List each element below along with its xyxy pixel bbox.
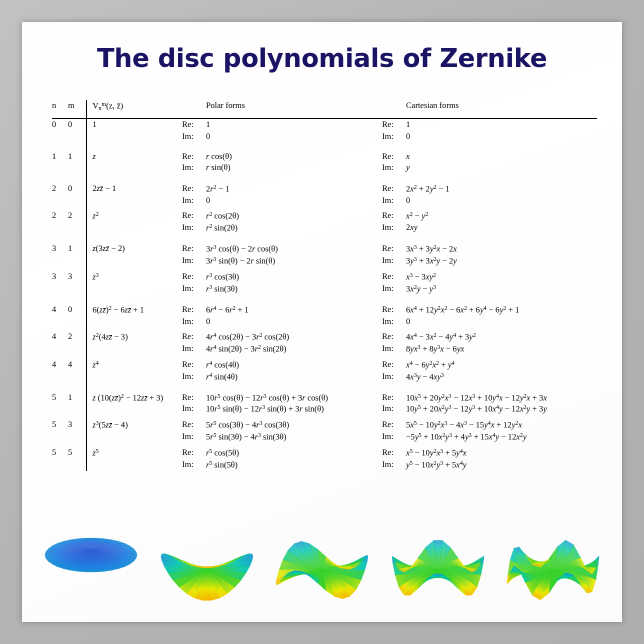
- cell-polar-im: r sin(θ): [206, 163, 231, 173]
- label-re: Re:: [182, 211, 194, 221]
- surface-plot-5-svg: [498, 510, 608, 606]
- cell-v: $z^2$: [86, 210, 182, 234]
- label-re-cart: Re:: [382, 304, 394, 314]
- row-gap: [52, 295, 597, 304]
- label-im-cart: Im:: [382, 131, 394, 141]
- cell-polar-im: $5r^5$ $\sin(3\theta) - 4r^3$ sin(3θ): [206, 432, 287, 442]
- label-re-cart: Re:: [382, 448, 394, 458]
- header-spacer: [182, 100, 206, 118]
- cell-cartesian-re: $x^3 - 3xy^2$: [406, 272, 437, 282]
- cell-n: 2: [52, 211, 57, 221]
- table-row: [52, 271, 597, 283]
- row-gap: [52, 142, 597, 151]
- cell-polar-re: r cos(θ): [206, 152, 232, 162]
- label-re: Re:: [182, 392, 194, 402]
- label-im-cart: Im:: [382, 432, 394, 442]
- label-im: Im:: [182, 163, 194, 173]
- table-row: [52, 183, 597, 195]
- cell-m: 0: [68, 304, 73, 314]
- surface-plot-1: [36, 510, 146, 606]
- label-re-cart: Re:: [382, 392, 394, 402]
- cell-cartesian-re: x: [406, 152, 410, 162]
- cell-cartesian-im: 0: [406, 195, 411, 205]
- header-v: $V_n^m(z$, z̄): [86, 100, 182, 118]
- label-im: Im:: [182, 404, 194, 414]
- cell-n: 5: [52, 392, 57, 402]
- cell-polar-im: $4r^4$ $\sin(2\theta) - 3r^2$ sin(2θ): [206, 344, 287, 354]
- header-n: n: [52, 101, 57, 110]
- surface-plot-4: [383, 510, 493, 606]
- label-re-cart: Re:: [382, 331, 394, 341]
- table-row: [52, 119, 597, 131]
- table-row: [52, 447, 597, 459]
- label-im: Im:: [182, 316, 194, 326]
- cell-cartesian-im: $4x^3y - 4xy^3$: [406, 372, 444, 382]
- cell-n: 4: [52, 304, 57, 314]
- label-re: Re:: [182, 243, 194, 253]
- cell-n: 2: [52, 183, 57, 193]
- poster-surface: [22, 22, 622, 622]
- cell-polar-im: $10r^5$ $\sin(\theta) - 12r^3$ sin(θ) + 3r sin(θ): [206, 404, 324, 414]
- cell-m: 3: [68, 420, 73, 430]
- label-re-cart: Re:: [382, 420, 394, 430]
- cell-n: 5: [52, 420, 57, 430]
- label-im: Im:: [182, 371, 194, 381]
- label-re-cart: Re:: [382, 183, 394, 193]
- label-im-cart: Im:: [382, 343, 394, 353]
- cell-m: 2: [68, 331, 73, 341]
- label-im-cart: Im:: [382, 195, 394, 205]
- cell-cartesian-im: $y^5 - 10x^2y^3 + 5x^4y$: [406, 460, 467, 470]
- table-row: [52, 419, 597, 431]
- cell-polar-re: $5r^5$ $\cos(3\theta) - 4r^3$ cos(3θ): [206, 420, 290, 430]
- cell-polar-re: $10r^5$ $\cos(\theta) - 12r^3$ cos(θ) + 3r cos(θ): [206, 393, 328, 403]
- header-m: m: [68, 101, 75, 110]
- surface-plot-row: [36, 506, 608, 606]
- cell-polar-im: 0: [206, 195, 211, 205]
- cell-cartesian-im: 0: [406, 316, 411, 326]
- cell-v: $z^5$: [86, 447, 182, 471]
- surface-plot-5: [498, 510, 608, 606]
- label-re: Re:: [182, 420, 194, 430]
- cell-m: 3: [68, 271, 73, 281]
- label-re: Re:: [182, 304, 194, 314]
- cell-cartesian-im: $-5y^5 + 10x^2y^3 + 4y^3 + 15x^4y - 12x^2y$: [406, 432, 527, 442]
- cell-polar-im: $r^5$ sin(5θ): [206, 460, 238, 470]
- label-im-cart: Im:: [382, 460, 394, 470]
- zernike-polynomials-table: [52, 100, 597, 471]
- table-row: [52, 151, 597, 162]
- label-im: Im:: [182, 195, 194, 205]
- cell-m: 2: [68, 211, 73, 221]
- cell-cartesian-im: 0: [406, 131, 411, 141]
- cell-v: $z^2(4zz̄ - 3)$: [86, 331, 182, 355]
- label-re: Re:: [182, 120, 194, 130]
- cell-m: 4: [68, 359, 73, 369]
- cell-cartesian-im: $3x^2y - y^3$: [406, 284, 437, 294]
- label-im-cart: Im:: [382, 283, 394, 293]
- header-spacer2: [382, 100, 406, 118]
- cell-m: 1: [68, 243, 73, 253]
- cell-polar-re: $2r^2 - 1$: [206, 184, 230, 194]
- cell-cartesian-re: $x^5 - 10y^2x^3 + 5y^4x$: [406, 448, 467, 458]
- label-im: Im:: [182, 343, 194, 353]
- cell-polar-re: $6r^4 - 6r^2 + 1$: [206, 305, 249, 315]
- cell-polar-im: $r^4$ sin(4θ): [206, 372, 238, 382]
- cell-cartesian-re: $x^4 - 6y^2x^2 + y^4$: [406, 360, 455, 370]
- cell-cartesian-re: 1: [406, 120, 411, 130]
- surface-plot-4-svg: [383, 510, 493, 606]
- label-re: Re:: [182, 359, 194, 369]
- label-re: Re:: [182, 152, 194, 162]
- label-re: Re:: [182, 331, 194, 341]
- label-im: Im:: [182, 460, 194, 470]
- cell-cartesian-im: $3y^3 + 3x^2y - 2y$: [406, 256, 457, 266]
- surface-plot-2: [152, 510, 262, 606]
- header-cartesian: Cartesian forms: [406, 101, 459, 110]
- table-row: [52, 359, 597, 371]
- cell-polar-re: $r^4$ cos(4θ): [206, 360, 240, 370]
- table-header-row: [52, 100, 597, 118]
- cell-polar-re: $3r^3$ cos(θ) − 2r cos(θ): [206, 244, 278, 254]
- cell-n: 3: [52, 243, 57, 253]
- cell-m: 0: [68, 120, 73, 130]
- cell-cartesian-im: 2xy: [406, 223, 418, 233]
- cell-n: 0: [52, 120, 57, 130]
- row-gap: [52, 383, 597, 392]
- cell-cartesian-re: $x^2 - y^2$: [406, 211, 429, 221]
- cell-n: 4: [52, 331, 57, 341]
- cell-v: 6(zz̄)$^2$ − 6zz̄ + 1: [86, 304, 182, 327]
- cell-n: 3: [52, 271, 57, 281]
- cell-m: 1: [68, 392, 73, 402]
- row-gap: [52, 174, 597, 183]
- table-row: [52, 243, 597, 255]
- label-im-cart: Im:: [382, 404, 394, 414]
- surface-plot-1-svg: [36, 510, 146, 606]
- cell-v: 1: [86, 119, 182, 142]
- cell-v: $z^4$: [86, 359, 182, 383]
- surface-plot-2-svg: [152, 510, 262, 606]
- cell-polar-im: 0: [206, 131, 211, 141]
- cell-cartesian-im: $8yx^3 + 8y^3x - 6yx$: [406, 344, 465, 354]
- label-re: Re:: [182, 448, 194, 458]
- page-title: The disc polynomials of Zernike: [96, 44, 548, 74]
- table-row: [52, 304, 597, 316]
- cell-polar-im: 0: [206, 316, 211, 326]
- cell-cartesian-re: $5x^5 - 10y^2x^3 - 4x^3 - 15y^4x + 12y^2x$: [406, 420, 522, 430]
- cell-v: $z^3(5zz̄ - 4)$: [86, 419, 182, 443]
- zernike-table: [52, 100, 597, 471]
- cell-v: $z^3$: [86, 271, 182, 295]
- label-im-cart: Im:: [382, 316, 394, 326]
- cell-cartesian-im: y: [406, 163, 410, 173]
- surface-plot-3: [267, 510, 377, 606]
- cell-polar-im: $r^3$ sin(3θ): [206, 284, 238, 294]
- cell-cartesian-re: $2x^2 + 2y^2 - 1$: [406, 184, 450, 194]
- label-re-cart: Re:: [382, 152, 394, 162]
- cell-n: 5: [52, 448, 57, 458]
- label-re-cart: Re:: [382, 211, 394, 221]
- label-re-cart: Re:: [382, 243, 394, 253]
- header-polar: Polar forms: [206, 101, 245, 110]
- cell-m: 1: [68, 152, 73, 162]
- cell-v: z(3zz̄ − 2): [86, 243, 182, 267]
- cell-v: z: [86, 151, 182, 174]
- cell-polar-re: $r^2$ cos(2θ): [206, 211, 240, 221]
- label-re-cart: Re:: [382, 120, 394, 130]
- label-im: Im:: [182, 131, 194, 141]
- cell-cartesian-im: $10y^5 + 20x^2y^3 - 12y^3 + 10x^4y - 12x^2y + 3y$: [406, 404, 547, 414]
- label-re: Re:: [182, 183, 194, 193]
- table-row: [52, 210, 597, 222]
- cell-m: 0: [68, 183, 73, 193]
- cell-cartesian-re: $6x^4 + 12y^2x^2 - 6x^2 + 6y^4 - 6y^2 + 1$: [406, 305, 520, 315]
- table-row: [52, 331, 597, 343]
- cell-v: z (10(zz̄)$^2$ − 12zz̄ + 3): [86, 392, 182, 416]
- cell-polar-re: 1: [206, 120, 211, 130]
- label-im: Im:: [182, 432, 194, 442]
- cell-m: 5: [68, 448, 73, 458]
- cell-polar-im: $3r^3$ sin(θ) − 2r sin(θ): [206, 256, 276, 266]
- label-im-cart: Im:: [382, 371, 394, 381]
- cell-n: 4: [52, 359, 57, 369]
- cell-polar-im: $r^2$ sin(2θ): [206, 223, 238, 233]
- label-im: Im:: [182, 255, 194, 265]
- label-im-cart: Im:: [382, 223, 394, 233]
- cell-polar-re: $4r^4$ $\cos(2\theta) - 3r^2$ cos(2θ): [206, 332, 290, 342]
- cell-cartesian-re: $4x^4 - 3x^2 - 4y^4 + 3y^2$: [406, 332, 476, 342]
- label-im-cart: Im:: [382, 255, 394, 265]
- cell-cartesian-re: $10x^5 + 20y^2x^3 - 12x^3 + 10y^4x - 12y^2x + 3x$: [406, 393, 547, 403]
- label-im: Im:: [182, 283, 194, 293]
- label-re-cart: Re:: [382, 359, 394, 369]
- label-im-cart: Im:: [382, 163, 394, 173]
- cell-polar-re: $r^5$ cos(5θ): [206, 448, 240, 458]
- row-gap: [52, 234, 597, 243]
- surface-plot-3-svg: [267, 510, 377, 606]
- cell-n: 1: [52, 152, 57, 162]
- label-re: Re:: [182, 271, 194, 281]
- cell-cartesian-re: $3x^3 + 3y^2x - 2x$: [406, 244, 457, 254]
- cell-v: 2zz̄ − 1: [86, 183, 182, 206]
- label-re-cart: Re:: [382, 271, 394, 281]
- label-im: Im:: [182, 223, 194, 233]
- poster: [22, 22, 622, 622]
- table-row: [52, 392, 597, 404]
- cell-polar-re: $r^3$ cos(3θ): [206, 272, 240, 282]
